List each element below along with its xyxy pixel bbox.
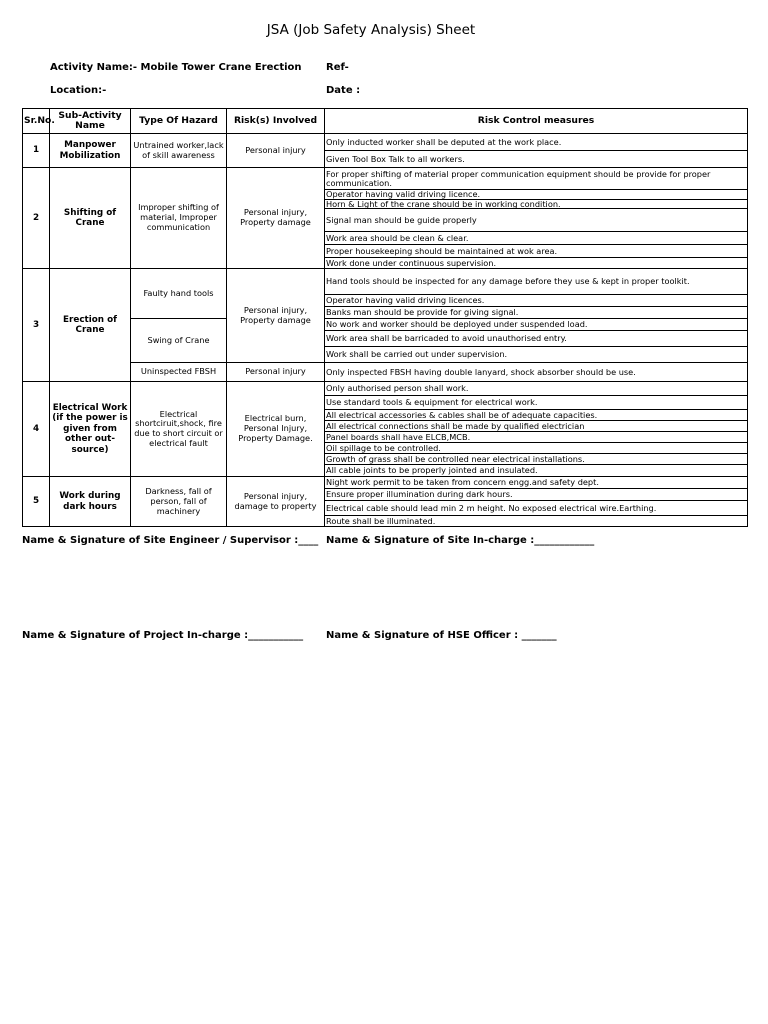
col-header-risk: Risk(s) Involved: [227, 109, 325, 134]
hazard: Improper shifting of material, Improper communication: [131, 168, 227, 269]
table-header-row: [23, 109, 748, 134]
control-measure: Only authorised person shall work.: [325, 382, 748, 396]
col-header-srno: Sr.No.: [23, 109, 50, 134]
table-row: [23, 269, 748, 295]
hazard: Electrical shortciruit,shock, fire due to short circuit or electrical fault: [131, 382, 227, 477]
table-row: [23, 382, 748, 396]
risk: Electrical burn, Personal Injury, Property Damage.: [227, 382, 325, 477]
control-measure: Hand tools should be inspected for any damage before they use & kept in proper toolkit.: [325, 269, 748, 295]
table-row: [23, 363, 748, 382]
hazard: Swing of Crane: [131, 319, 227, 363]
control-measure: Ensure proper illumination during dark hours.: [325, 489, 748, 501]
sub-activity: Manpower Mobilization: [50, 134, 131, 168]
control-measure: Given Tool Box Talk to all workers.: [325, 151, 748, 168]
ref-label: Ref-: [326, 62, 349, 73]
control-measure: Work area should be clean & clear.: [325, 232, 748, 245]
signature-hse-officer: Name & Signature of HSE Officer : _______: [326, 630, 557, 641]
date-label: Date :: [326, 85, 361, 96]
control-measure: Operator having valid driving licence.: [325, 190, 748, 200]
table-row: [23, 168, 748, 190]
table-row: [23, 477, 748, 489]
col-header-control: Risk Control measures: [325, 109, 748, 134]
risk: Personal injury: [227, 134, 325, 168]
control-measure: Signal man should be guide properly: [325, 209, 748, 232]
signature-project-incharge: Name & Signature of Project In-charge :___________: [22, 630, 304, 641]
risk: Personal injury, Property damage: [227, 269, 325, 363]
risk: Personal injury, damage to property: [227, 477, 325, 527]
jsa-table: [22, 108, 748, 527]
sr-no: 4: [23, 382, 50, 477]
col-header-hazard: Type Of Hazard: [131, 109, 227, 134]
control-measure: Panel boards shall have ELCB,MCB.: [325, 432, 748, 443]
control-measure: For proper shifting of material proper communication equipment should be provide for proper communication.: [325, 168, 748, 190]
sub-activity: Shifting of Crane: [50, 168, 131, 269]
risk: Personal injury: [227, 363, 325, 382]
hazard: Untrained worker,lack of skill awareness: [131, 134, 227, 168]
control-measure: Only inspected FBSH having double lanyard, shock absorber should be use.: [325, 363, 748, 382]
sr-no: 3: [23, 269, 50, 382]
sr-no: 1: [23, 134, 50, 168]
sr-no: 5: [23, 477, 50, 527]
control-measure: Work shall be carried out under supervision.: [325, 347, 748, 363]
control-measure: All electrical accessories & cables shall be of adequate capacities.: [325, 410, 748, 421]
signature-site-incharge: Name & Signature of Site In-charge :____________: [326, 535, 595, 546]
col-header-sub-activity: Sub-Activity Name: [50, 109, 131, 134]
page-title: JSA (Job Safety Analysis) Sheet: [266, 22, 476, 38]
sr-no: 2: [23, 168, 50, 269]
control-measure: Work area shall be barricaded to avoid unauthorised entry.: [325, 331, 748, 347]
risk: Personal injury, Property damage: [227, 168, 325, 269]
control-measure: Work done under continuous supervision.: [325, 258, 748, 269]
control-measure: All cable joints to be properly jointed and insulated.: [325, 465, 748, 477]
hazard: Uninspected FBSH: [131, 363, 227, 382]
location-label: Location:-: [50, 85, 107, 96]
control-measure: Proper housekeeping should be maintained at wok area.: [325, 245, 748, 258]
control-measure: Electrical cable should lead min 2 m height. No exposed electrical wire.Earthing.: [325, 501, 748, 516]
control-measure: Route shall be illuminated.: [325, 516, 748, 527]
activity-name: Activity Name:- Mobile Tower Crane Erection: [50, 62, 302, 73]
hazard: Darkness, fall of person, fall of machinery: [131, 477, 227, 527]
control-measure: Banks man should be provide for giving signal.: [325, 307, 748, 319]
table-row: [23, 134, 748, 151]
sub-activity: Work during dark hours: [50, 477, 131, 527]
control-measure: Growth of grass shall be controlled near electrical installations.: [325, 454, 748, 465]
sub-activity: Electrical Work (if the power is given from other out-source): [50, 382, 131, 477]
control-measure: All electrical connections shall be made by qualified electrician: [325, 421, 748, 432]
control-measure: Horn & Light of the crane should be in working condition.: [325, 199, 748, 209]
sub-activity: Erection of Crane: [50, 269, 131, 382]
control-measure: Only inducted worker shall be deputed at the work place.: [325, 134, 748, 151]
control-measure: Operator having valid driving licences.: [325, 295, 748, 307]
hazard: Faulty hand tools: [131, 269, 227, 319]
control-measure: Use standard tools & equipment for electrical work.: [325, 396, 748, 410]
signature-site-engineer: Name & Signature of Site Engineer / Supervisor :____: [22, 535, 319, 546]
control-measure: Oil spillage to be controlled.: [325, 443, 748, 454]
table-row: [23, 319, 748, 331]
control-measure: Night work permit to be taken from concern engg.and safety dept.: [325, 477, 748, 489]
control-measure: No work and worker should be deployed under suspended load.: [325, 319, 748, 331]
